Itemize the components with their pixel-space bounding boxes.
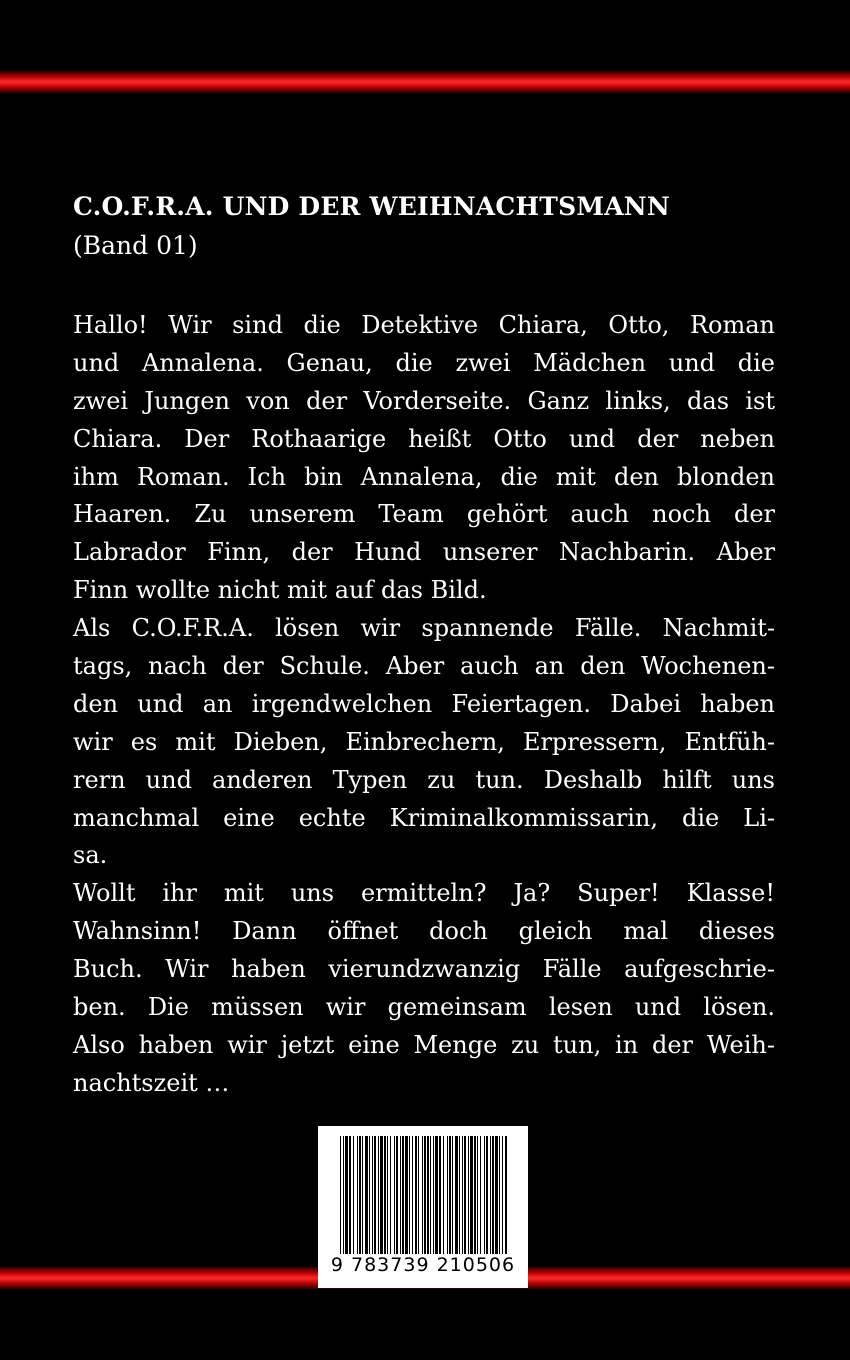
- barcode-bar: [380, 1136, 383, 1254]
- blurb-line: manchmal eine echte Kriminalkommissarin, die Li-: [73, 803, 775, 832]
- blurb-line: Haaren. Zu unserem Team gehört auch noch der: [73, 500, 775, 529]
- barcode-bar: [400, 1136, 401, 1254]
- blurb-line: Als C.O.F.R.A. lösen wir spannende Fälle. Nachmit-: [73, 614, 775, 643]
- barcode-bar: [435, 1136, 438, 1254]
- blurb-line: Chiara. Der Rothaarige heißt Otto und der neben: [73, 424, 775, 453]
- barcode-bar: [464, 1136, 466, 1254]
- blurb-line: sa.: [73, 841, 108, 870]
- barcode-bar: [387, 1136, 388, 1254]
- barcode-bar: [462, 1136, 463, 1254]
- barcode-bar: [492, 1136, 494, 1254]
- blurb-line: nachtszeit …: [73, 1068, 230, 1097]
- barcode-bar: [477, 1136, 478, 1254]
- barcode-bar: [390, 1136, 391, 1254]
- barcode-bar: [470, 1136, 473, 1254]
- barcode-bar: [484, 1136, 485, 1254]
- book-title: C.O.F.R.A. UND DER WEIHNACHTSMANN: [73, 192, 670, 221]
- barcode-bar: [505, 1136, 507, 1254]
- blurb-line: Hallo! Wir sind die Detektive Chiara, Otto, Roman: [73, 311, 775, 339]
- barcode-bar: [415, 1136, 417, 1254]
- barcode-bar: [402, 1136, 404, 1254]
- isbn-number: 9 783739 210506: [330, 1254, 516, 1276]
- barcode-bar: [396, 1136, 398, 1254]
- barcode-bar: [447, 1136, 448, 1254]
- barcode-bar: [353, 1136, 354, 1254]
- barcode-bar: [486, 1136, 488, 1254]
- barcode-bar: [409, 1136, 410, 1254]
- blurb-line: rern und anderen Typen zu tun. Deshalb hilft uns: [73, 765, 775, 794]
- barcode-bar: [349, 1136, 351, 1254]
- barcode-bar: [502, 1136, 503, 1254]
- barcode-bar: [439, 1136, 441, 1254]
- volume-label: (Band 01): [73, 231, 198, 260]
- blurb-text: [73, 307, 775, 1103]
- barcode-bar: [422, 1136, 423, 1254]
- barcode-bar: [343, 1136, 344, 1254]
- barcode-bar: [412, 1136, 413, 1254]
- barcode-bar: [430, 1136, 431, 1254]
- top-red-stripe: [0, 71, 850, 93]
- barcode-bar: [369, 1136, 370, 1254]
- barcode-bar: [405, 1136, 408, 1254]
- barcode-bar: [443, 1136, 444, 1254]
- barcode-bar: [468, 1136, 469, 1254]
- blurb-line: tags, nach der Schule. Aber auch an den Wochenen-: [73, 652, 775, 681]
- barcode-bar: [359, 1136, 361, 1254]
- barcode-bar: [345, 1136, 348, 1254]
- blurb-line: wir es mit Dieben, Einbrechern, Erpressern, Entfüh-: [73, 727, 775, 756]
- barcode-bar: [378, 1136, 379, 1254]
- blurb-line: und Annalena. Genau, die zwei Mädchen und die: [73, 348, 775, 377]
- barcode-bar: [480, 1136, 481, 1254]
- barcode-bar: [424, 1136, 426, 1254]
- barcode-bar: [427, 1136, 429, 1254]
- barcode-bar: [340, 1136, 341, 1254]
- barcode-bar: [372, 1136, 373, 1254]
- barcode-bar: [394, 1136, 395, 1254]
- barcode-bar: [452, 1136, 453, 1254]
- barcode-bar: [362, 1136, 363, 1254]
- blurb-line: Buch. Wir haben vierundzwanzig Fälle aufgeschrie-: [73, 955, 775, 984]
- barcode-bar: [490, 1136, 491, 1254]
- barcode-bar: [455, 1136, 458, 1254]
- barcode-bar: [449, 1136, 451, 1254]
- blurb-line: Finn wollte nicht mit auf das Bild.: [73, 576, 487, 605]
- isbn-barcode: [318, 1126, 528, 1288]
- barcode-bar: [357, 1136, 358, 1254]
- blurb-line: Also haben wir jetzt eine Menge zu tun, in der Weih-: [73, 1030, 775, 1059]
- barcode-bar: [384, 1136, 386, 1254]
- blurb-line: ben. Die müssen wir gemeinsam lesen und lösen.: [73, 993, 775, 1022]
- blurb-line: Wahnsinn! Dann öffnet doch gleich mal dieses: [73, 917, 775, 946]
- barcode-bar: [495, 1136, 498, 1254]
- barcode-bar: [499, 1136, 500, 1254]
- barcode-bar: [474, 1136, 476, 1254]
- blurb-line: den und an irgendwelchen Feiertagen. Dabei haben: [73, 689, 775, 718]
- barcode-bar: [365, 1136, 368, 1254]
- barcode-bar: [433, 1136, 434, 1254]
- blurb-line: Labrador Finn, der Hund unserer Nachbarin. Aber: [73, 538, 775, 567]
- blurb-line: ihm Roman. Ich bin Annalena, die mit den blonden: [73, 462, 775, 491]
- barcode-bar: [418, 1136, 419, 1254]
- barcode-bar: [459, 1136, 460, 1254]
- blurb-line: Wollt ihr mit uns ermitteln? Ja? Super! Klasse!: [73, 879, 775, 908]
- barcode-bar: [374, 1136, 376, 1254]
- blurb-line: zwei Jungen von der Vorderseite. Ganz links, das ist: [73, 386, 775, 415]
